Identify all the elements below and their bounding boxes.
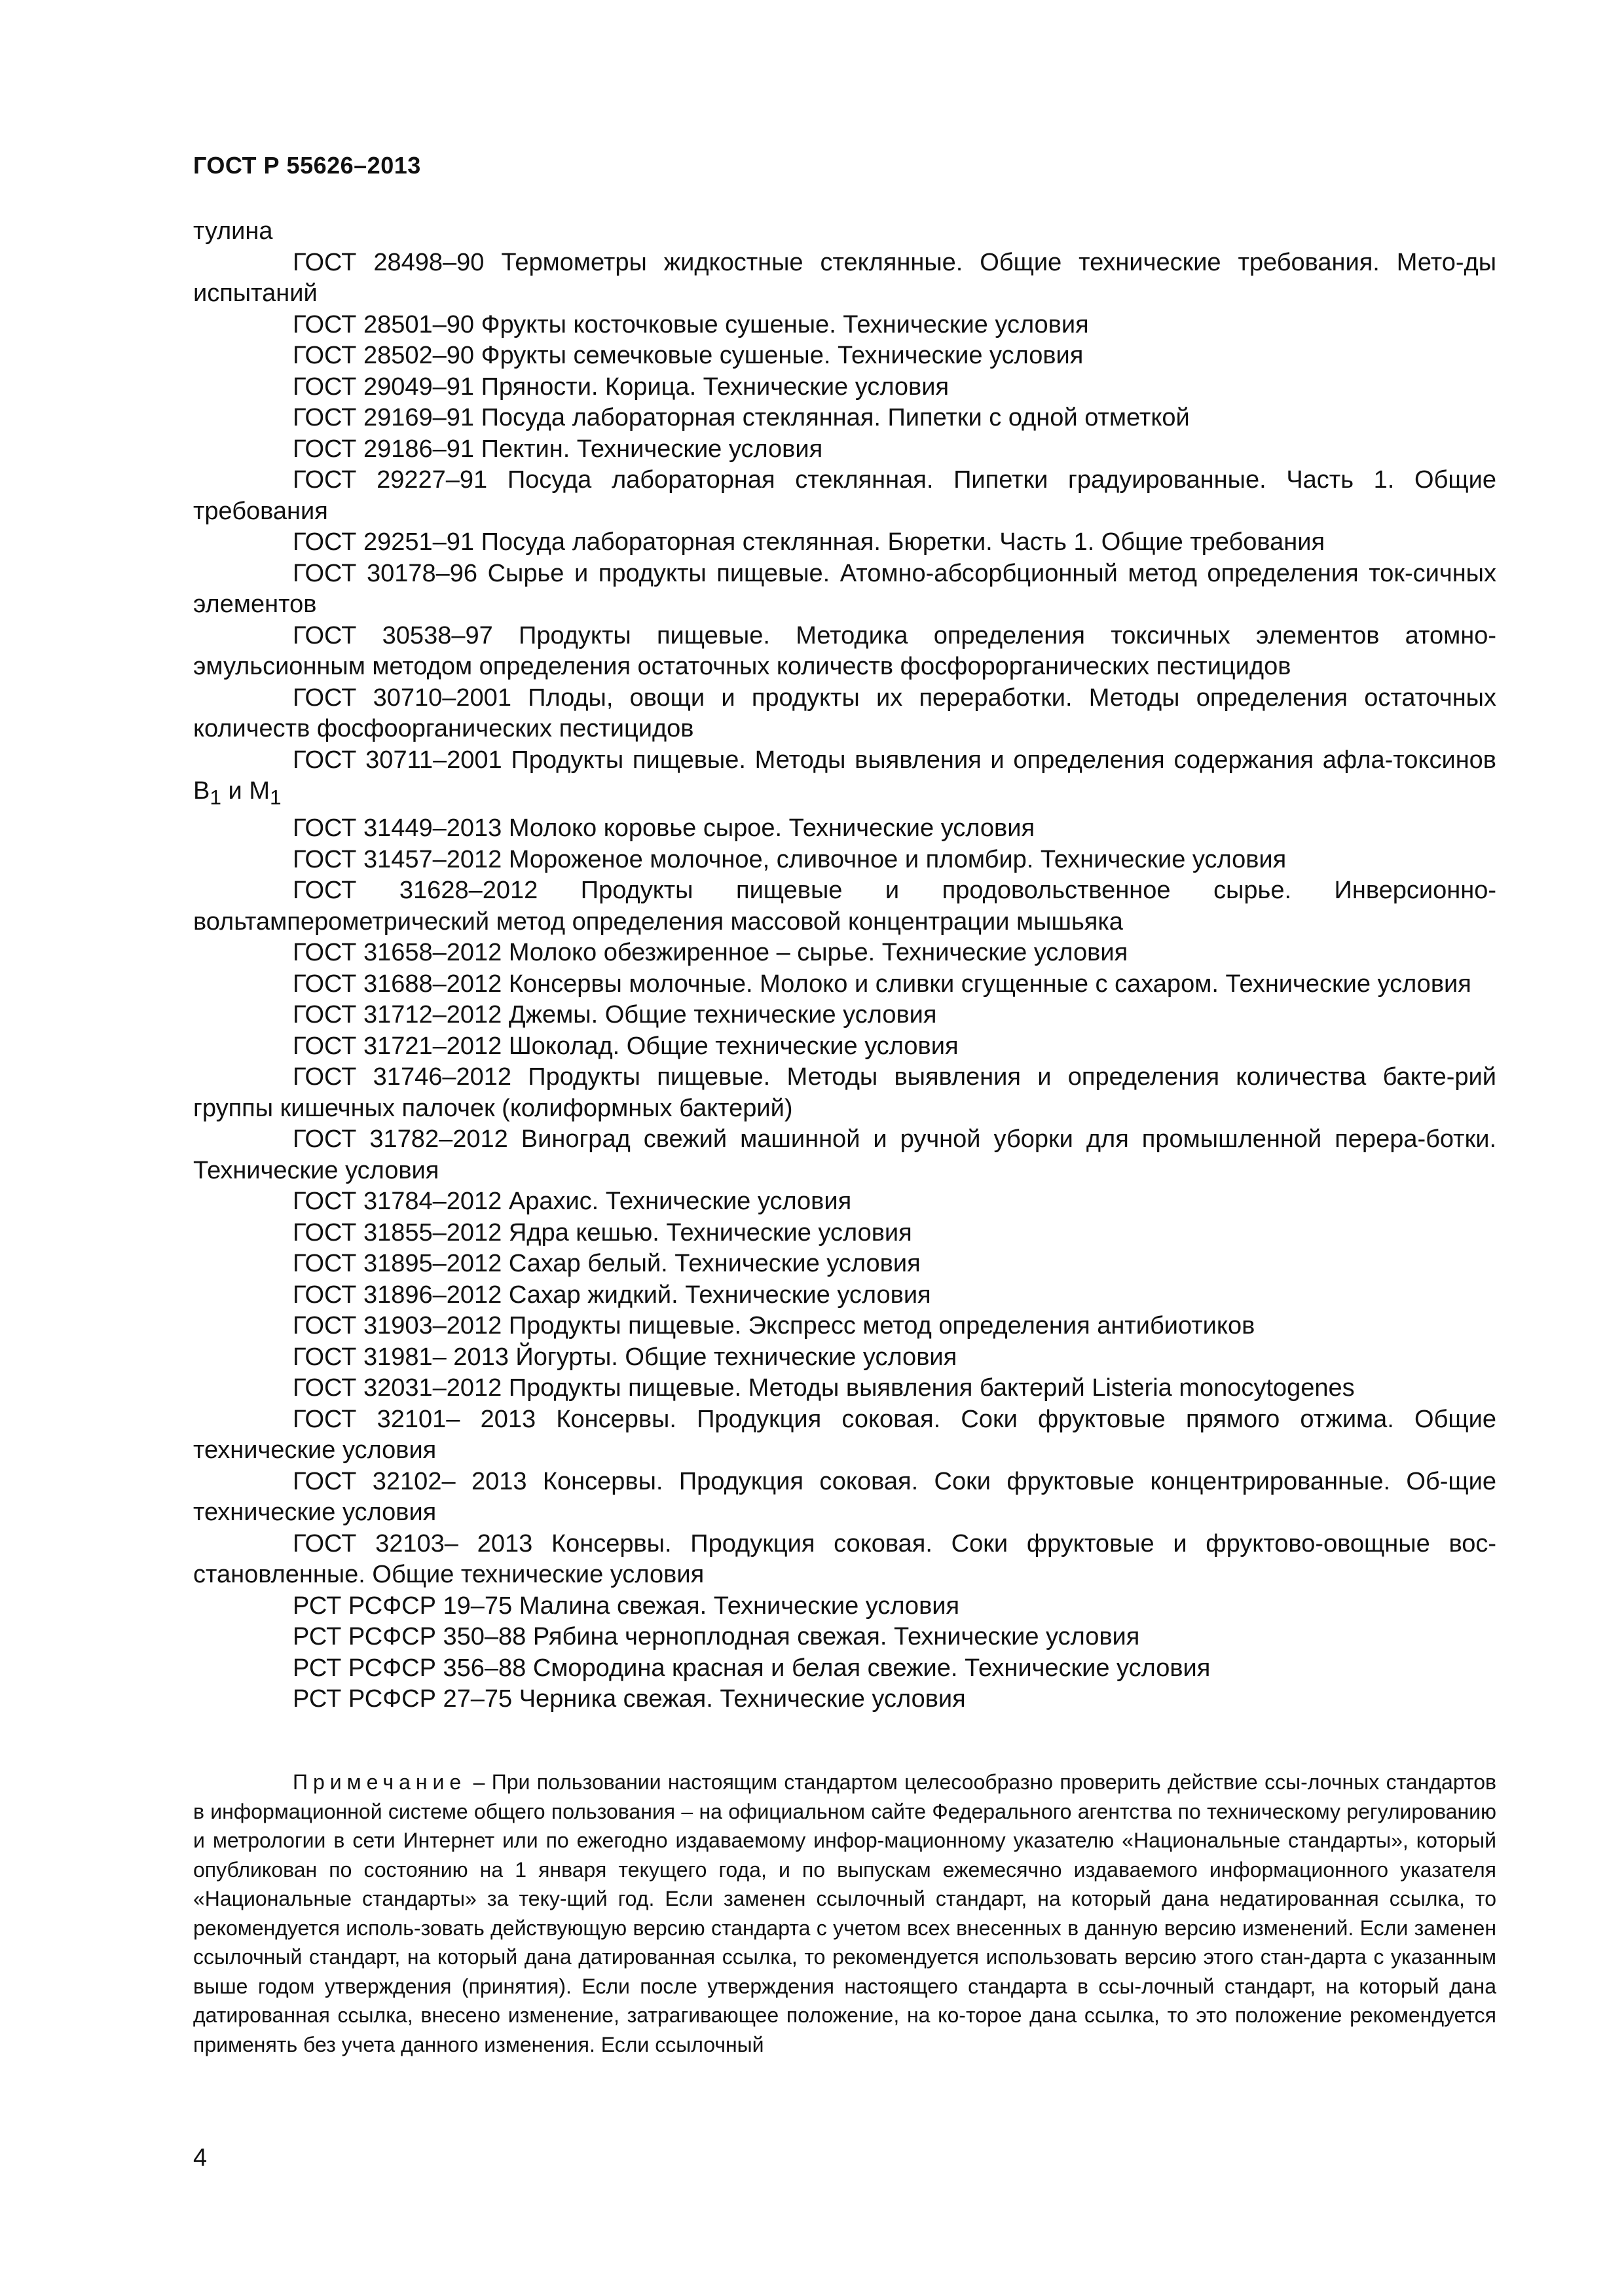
reference-text: ГОСТ 31688–2012 Консервы молочные. Молоко и сливки сгущенные с сахаром. Технические условия xyxy=(293,970,1471,998)
reference-item xyxy=(193,434,1496,465)
reference-item xyxy=(193,465,1496,527)
reference-text: ГОСТ 28501–90 Фрукты косточковые сушеные. Технические условия xyxy=(293,310,1089,338)
reference-text: ГОСТ 28498–90 Термометры жидкостные стеклянные. Общие технические требования. Мето-ды испытаний xyxy=(193,248,1496,307)
reference-text: ГОСТ 31895–2012 Сахар белый. Технические условия xyxy=(293,1250,921,1278)
reference-item xyxy=(193,875,1496,938)
reference-item xyxy=(193,683,1496,745)
reference-item xyxy=(193,1031,1496,1063)
reference-item xyxy=(193,1218,1496,1249)
reference-item xyxy=(193,621,1496,683)
reference-item xyxy=(193,527,1496,558)
reference-item xyxy=(193,1404,1496,1467)
symbol-m: M xyxy=(249,777,270,805)
symbol-b: B xyxy=(193,777,210,805)
reference-text: РСТ РСФСР 19–75 Малина свежая. Технические условия xyxy=(293,1592,960,1620)
reference-item xyxy=(193,340,1496,372)
reference-item xyxy=(193,813,1496,845)
reference-item xyxy=(193,1622,1496,1653)
reference-item xyxy=(193,372,1496,403)
reference-item xyxy=(193,1124,1496,1186)
reference-text: ГОСТ 31855–2012 Ядра кешью. Технические условия xyxy=(293,1218,912,1247)
note-label: Примечание xyxy=(293,1770,467,1794)
reference-item xyxy=(193,1311,1496,1342)
reference-item xyxy=(193,1373,1496,1404)
reference-text: ГОСТ 30538–97 Продукты пищевые. Методика определения токсичных элементов атомно-эмульсионным методом определения остаточных количеств фосфорорганических пестицидов xyxy=(193,621,1496,680)
reference-item xyxy=(193,745,1496,814)
reference-item xyxy=(193,1529,1496,1591)
reference-text: ГОСТ 28502–90 Фрукты семечковые сушеные. Технические условия xyxy=(293,342,1084,369)
reference-text: ГОСТ 31449–2013 Молоко коровье сырое. Технические условия xyxy=(293,814,1035,843)
reference-text: ГОСТ 30711–2001 Продукты пищевые. Методы выявления и определения содержания афла-токсинов xyxy=(293,746,1496,774)
reference-item xyxy=(193,938,1496,969)
reference-text: РСТ РСФСР 27–75 Черника свежая. Технические условия xyxy=(293,1685,966,1713)
reference-text: ГОСТ 31628–2012 Продукты пищевые и продовольственное сырье. Инверсионно-вольтамперометрический метод определения массовой концентрации мышьяка xyxy=(193,877,1496,936)
reference-item xyxy=(193,1467,1496,1529)
page-number: 4 xyxy=(193,2144,208,2172)
reference-text: ГОСТ 30710–2001 Плоды, овощи и продукты их переработки. Методы определения остаточных количеств фосфоорганических пестицидов xyxy=(193,683,1496,742)
reference-text: ГОСТ 32101– 2013 Консервы. Продукция соковая. Соки фруктовые прямого отжима. Общие технические условия xyxy=(193,1405,1496,1465)
reference-item xyxy=(193,558,1496,621)
reference-text: ГОСТ 31712–2012 Джемы. Общие технические условия xyxy=(293,1001,937,1029)
reference-text: ГОСТ 32031–2012 Продукты пищевые. Методы выявления бактерий Listeria monocytogenes xyxy=(293,1374,1355,1402)
reference-text: ГОСТ 31658–2012 Молоко обезжиренное – сырье. Технические условия xyxy=(293,939,1128,967)
reference-text: ГОСТ 31784–2012 Арахис. Технические условия xyxy=(293,1188,852,1216)
reference-item xyxy=(193,1684,1496,1715)
reference-item xyxy=(193,1062,1496,1124)
normative-references-list xyxy=(193,216,1496,1715)
reference-text: ГОСТ 31896–2012 Сахар жидкий. Технические условия xyxy=(293,1281,931,1309)
note-text: – При пользовании настоящим стандартом целесообразно проверить действие ссы-лочных стандартов в информационной системе общего пользования – на официальном сайте Федерального агентства по техническому регулированию и метрологии в сети Интернет или по ежегодно издаваемому инфор-мационному указателю «Национальные стандарты», который опубликован по состоянию на 1 января текущего года, и по выпускам ежемесячно издаваемого информационного указателя «Национальные стандарты» за теку-щий год. Если заменен ссылочный стандарт, на который дана недатированная ссылка, то рекомендуется исполь-зовать действующую версию стандарта с учетом всех внесенных в данную версию изменений. Если заменен ссылочный стандарт, на который дана датированная ссылка, то рекомендуется использовать версию этого стан-дарта с указанным выше годом утверждения (принятия). Если после утверждения настоящего стандарта в ссы-лочный стандарт, на который дана датированная ссылка, внесено изменение, затрагивающее положение, на ко-торое дана ссылка, то это положение рекомендуется применять без учета данного изменения. Если ссылочный xyxy=(193,1770,1497,2056)
symbol-m-index: 1 xyxy=(269,785,282,809)
reference-text: ГОСТ 31746–2012 Продукты пищевые. Методы выявления и определения количества бакте-рий группы кишечных палочек (колиформных бактерий) xyxy=(193,1063,1496,1122)
reference-item xyxy=(193,845,1496,876)
reference-item xyxy=(193,969,1496,1000)
reference-text: ГОСТ 32102– 2013 Консервы. Продукция соковая. Соки фруктовые концентрированные. Об-щие технические условия xyxy=(193,1467,1496,1527)
reference-item xyxy=(193,216,1496,247)
reference-item xyxy=(193,1342,1496,1374)
note-paragraph xyxy=(193,1768,1496,2059)
reference-item xyxy=(193,1186,1496,1218)
symbol-b-index: 1 xyxy=(210,785,221,809)
reference-text: ГОСТ 29169–91 Посуда лабораторная стеклянная. Пипетки с одной отметкой xyxy=(293,404,1190,431)
reference-text: ГОСТ 29227–91 Посуда лабораторная стеклянная. Пипетки градуированные. Часть 1. Общие требования xyxy=(193,466,1496,525)
reference-text: РСТ РСФСР 350–88 Рябина черноплодная свежая. Технические условия xyxy=(293,1623,1140,1651)
reference-item xyxy=(193,1653,1496,1685)
reference-text: РСТ РСФСР 356–88 Смородина красная и белая свежие. Технические условия xyxy=(293,1654,1211,1682)
reference-text: ГОСТ 31721–2012 Шоколад. Общие технические условия xyxy=(293,1032,959,1060)
reference-text: ГОСТ 29049–91 Пряности. Корица. Технические условия xyxy=(293,373,950,401)
joiner-text: и xyxy=(228,777,242,805)
reference-item xyxy=(193,247,1496,310)
reference-text: ГОСТ 31981– 2013 Йогурты. Общие технические условия xyxy=(293,1343,957,1371)
reference-text: ГОСТ 31782–2012 Виноград свежий машинной и ручной уборки для промышленной перера-ботки. Технические условия xyxy=(193,1125,1496,1184)
reference-item xyxy=(193,1591,1496,1622)
reference-text: ГОСТ 29251–91 Посуда лабораторная стеклянная. Бюретки. Часть 1. Общие требования xyxy=(293,528,1325,556)
reference-text: ГОСТ 32103– 2013 Консервы. Продукция соковая. Соки фруктовые и фруктово-овощные вос-становленные. Общие технические условия xyxy=(193,1529,1496,1589)
reference-text: ГОСТ 31457–2012 Мороженое молочное, сливочное и пломбир. Технические условия xyxy=(293,845,1287,873)
reference-text: тулина xyxy=(193,217,273,245)
reference-item xyxy=(193,1280,1496,1311)
reference-item xyxy=(193,1248,1496,1280)
document-code-header: ГОСТ Р 55626–2013 xyxy=(193,152,421,179)
reference-text: ГОСТ 31903–2012 Продукты пищевые. Экспресс метод определения антибиотиков xyxy=(293,1312,1255,1340)
reference-text: ГОСТ 30178–96 Сырье и продукты пищевые. Атомно-абсорбционный метод определения ток-сичных элементов xyxy=(193,559,1496,618)
reference-text: ГОСТ 29186–91 Пектин. Технические условия xyxy=(293,435,823,463)
reference-item xyxy=(193,403,1496,434)
reference-item xyxy=(193,1000,1496,1031)
reference-item xyxy=(193,310,1496,341)
